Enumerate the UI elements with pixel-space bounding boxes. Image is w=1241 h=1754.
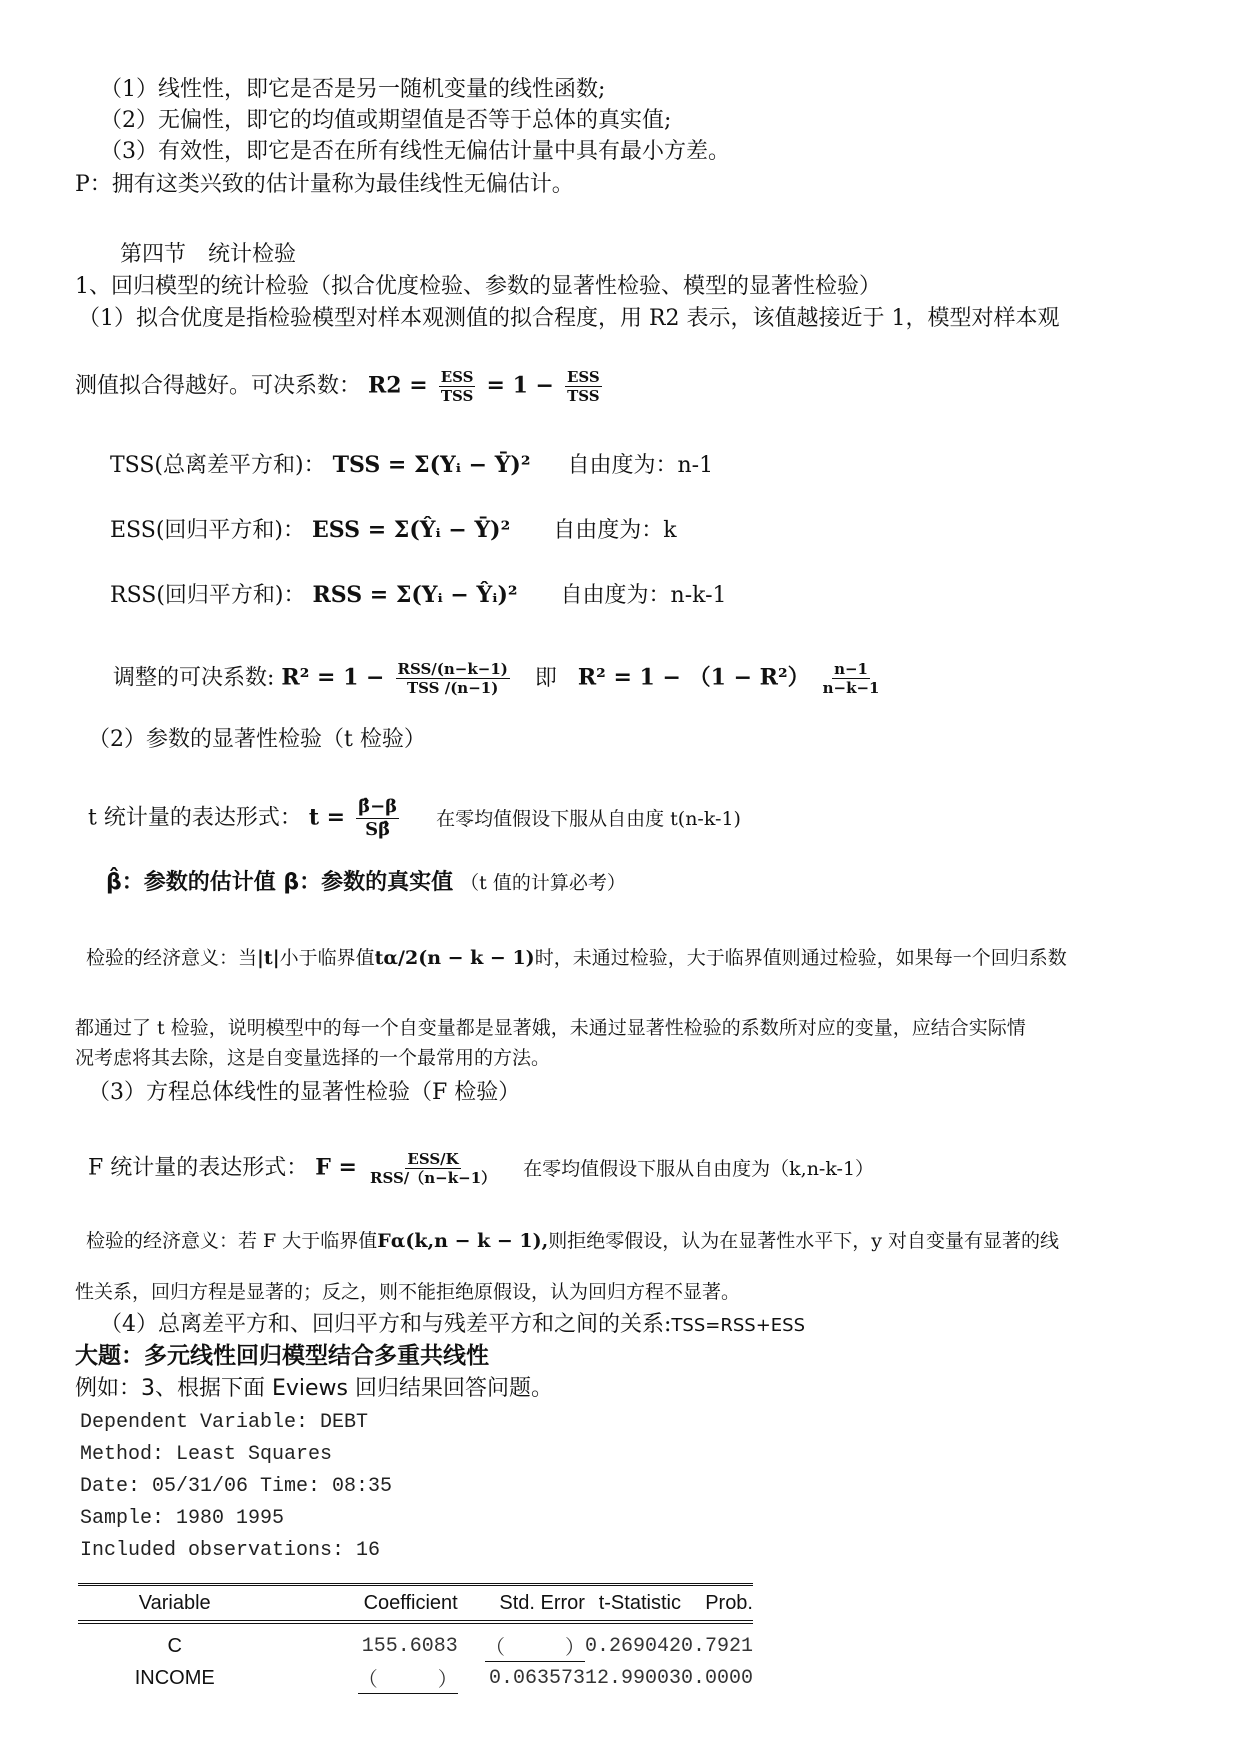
t-test-heading: （2）参数的显著性检验（t 检验） bbox=[88, 727, 426, 752]
adj-num: RSS/(n−k−1) bbox=[397, 660, 508, 678]
eviews-observations: Included observations: 16 bbox=[80, 1539, 381, 1562]
tss-label: TSS(总离差平方和)： bbox=[110, 453, 326, 478]
rss-line bbox=[110, 580, 727, 611]
eviews-date: Date: 05/31/06 Time: 08:35 bbox=[80, 1475, 393, 1498]
tss-formula: TSS = Σ(Yᵢ − Ȳ)² bbox=[332, 452, 531, 478]
eviews-sample: Sample: 1980 1995 bbox=[80, 1507, 285, 1530]
col-header-std-error: Std. Error bbox=[458, 1585, 585, 1623]
adj-den: TSS /(n−1) bbox=[407, 679, 499, 697]
t-econ-a1: 检验的经济意义：当 bbox=[86, 947, 258, 969]
f-fraction bbox=[368, 1150, 498, 1187]
f-test-heading: （3）方程总体线性的显著性检验（F 检验） bbox=[88, 1080, 521, 1105]
r2-lhs: R2 = bbox=[368, 372, 428, 399]
adj-lhs: R² = 1 − bbox=[281, 664, 385, 691]
f-econ-a3: 则拒绝零假设，认为在显著性水平下，y 对自变量有显著的线 bbox=[548, 1230, 1060, 1252]
t-econ-abs: |t| bbox=[257, 947, 280, 969]
f-econ-line-b: 性关系，回归方程是显著的；反之，则不能拒绝原假设，认为回归方程不显著。 bbox=[75, 1281, 741, 1303]
ess-label: ESS(回归平方和)： bbox=[110, 518, 305, 543]
adj-fraction bbox=[396, 660, 510, 697]
cell-prob: 0.7921 bbox=[680, 1634, 753, 1658]
adj-den2: n−k−1 bbox=[822, 679, 880, 697]
r2-frac2-num: ESS bbox=[566, 368, 600, 386]
col-header-variable: Variable bbox=[78, 1585, 271, 1623]
col-header-coefficient: Coefficient bbox=[271, 1585, 457, 1623]
ess-df: 自由度为：k bbox=[553, 518, 677, 543]
f-statistic-line bbox=[88, 1150, 874, 1187]
f-lhs: F = bbox=[315, 1154, 357, 1181]
cell-coefficient-blank: （ ） bbox=[358, 1663, 458, 1694]
t-econ-line-c: 况考虑将其去除，这是自变量选择的一个最常用的方法。 bbox=[75, 1047, 551, 1069]
example-line: 例如：3、根据下面 Eviews 回归结果回答问题。 bbox=[75, 1376, 554, 1401]
f-econ-line-a bbox=[86, 1226, 1059, 1256]
adj-fraction-2 bbox=[821, 660, 882, 697]
t-econ-a5: 时，未通过检验，大于临界值则通过检验，如果每一个回归系数 bbox=[534, 947, 1067, 969]
tss-line bbox=[110, 450, 713, 481]
t-num: β̂−β bbox=[358, 796, 398, 817]
cell-t-statistic: 0.269042 bbox=[584, 1634, 681, 1658]
cell-variable: INCOME bbox=[134, 1666, 215, 1689]
cell-std-error-blank: （ ） bbox=[485, 1631, 585, 1662]
tss-df: 自由度为：n-1 bbox=[567, 453, 714, 478]
list-item-3: （3）有效性，即它是否在所有线性无偏估计量中具有最小方差。 bbox=[100, 139, 730, 164]
cell-t-statistic: 12.99003 bbox=[584, 1666, 681, 1690]
f-critical: Fα(k,n − k − 1), bbox=[377, 1230, 549, 1252]
cell-prob: 0.0000 bbox=[680, 1666, 753, 1690]
beta-definition bbox=[106, 868, 626, 898]
t-econ-a3: 小于临界值 bbox=[279, 947, 375, 969]
cell-coefficient: 155.6083 bbox=[361, 1634, 458, 1658]
t-den: Sβ̂ bbox=[365, 819, 391, 840]
eviews-dependent: Dependent Variable: DEBT bbox=[80, 1411, 369, 1434]
fit-text: 测值拟合得越好。可决系数： bbox=[75, 373, 362, 399]
adj-num2: n−1 bbox=[834, 660, 868, 678]
section-heading: 第四节 统计检验 bbox=[120, 242, 297, 267]
adj-label: 调整的可决系数: bbox=[113, 665, 275, 691]
t-critical: tα/2(n − k − 1) bbox=[374, 947, 535, 969]
relation-eq: TSS=RSS+ESS bbox=[671, 1315, 806, 1336]
rss-df: 自由度为：n-k-1 bbox=[560, 583, 727, 608]
t-note: 在零均值假设下服从自由度 t(n-k-1) bbox=[436, 807, 741, 830]
fit-paragraph-a: （1）拟合优度是指检验模型对样本观测值的拟合程度，用 R2 表示，该值越接近于 1，模型对样本观 bbox=[78, 306, 1060, 331]
f-num: ESS/K bbox=[407, 1150, 459, 1168]
col-header-prob: Prob. bbox=[681, 1585, 753, 1623]
rss-label: RSS(回归平方和)： bbox=[110, 583, 306, 608]
blue-definition: P：拥有这类兴致的估计量称为最佳线性无偏估计。 bbox=[75, 172, 574, 197]
r2-fraction-2 bbox=[565, 368, 602, 405]
list-item-2: （2）无偏性，即它的均值或期望值是否等于总体的真实值; bbox=[100, 108, 672, 133]
adj-lhs2: R² = 1 − （1 − R²） bbox=[577, 664, 810, 691]
adjusted-r2-line bbox=[113, 660, 885, 697]
table-row bbox=[78, 1622, 753, 1662]
f-econ-a1: 检验的经济意义：若 F 大于临界值 bbox=[86, 1230, 378, 1252]
t-label: t 统计量的表达形式： bbox=[88, 805, 302, 831]
r2-fraction-1 bbox=[439, 368, 476, 405]
t-econ-line-b: 都通过了 t 检验，说明模型中的每一个自变量都是显著娥，未通过显著性检验的系数所对应的变量，应结合实际情 bbox=[75, 1017, 1026, 1039]
cell-variable: C bbox=[167, 1634, 182, 1657]
ess-line bbox=[110, 515, 677, 546]
adj-ji: 即 bbox=[534, 665, 557, 691]
fit-paragraph-b bbox=[75, 368, 606, 405]
beta-note: （t 值的计算必考） bbox=[460, 872, 626, 894]
r2-frac1-den: TSS bbox=[440, 387, 474, 405]
f-den: RSS/（n−k−1） bbox=[369, 1169, 497, 1187]
beta-def-text: β̂：参数的估计值 β：参数的真实值 bbox=[106, 870, 454, 895]
r2-eq2: = 1 − bbox=[486, 372, 554, 399]
list-item-1: （1）线性性，即它是否是另一随机变量的线性函数; bbox=[100, 77, 606, 102]
r2-frac2-den: TSS bbox=[567, 387, 600, 405]
eviews-method: Method: Least Squares bbox=[80, 1443, 333, 1466]
t-lhs: t = bbox=[308, 804, 346, 831]
regression-table bbox=[78, 1583, 753, 1694]
section-item-1: 1、回归模型的统计检验（拟合优度检验、参数的显著性检验、模型的显著性检验） bbox=[75, 274, 881, 299]
f-label: F 统计量的表达形式： bbox=[88, 1155, 309, 1181]
relation-line bbox=[100, 1310, 805, 1341]
rss-formula: RSS = Σ(Yᵢ − Ŷᵢ)² bbox=[312, 582, 518, 608]
table-header-row bbox=[78, 1585, 753, 1623]
t-fraction bbox=[356, 796, 399, 841]
f-note: 在零均值假设下服从自由度为（k,n-k-1） bbox=[523, 1157, 875, 1180]
t-statistic-line bbox=[88, 796, 741, 841]
cell-std-error: 0.063573 bbox=[488, 1666, 585, 1690]
r2-frac1-num: ESS bbox=[440, 368, 474, 386]
big-question-title: 大题：多元线性回归模型结合多重共线性 bbox=[75, 1343, 489, 1369]
t-econ-line-a bbox=[86, 943, 1067, 973]
relation-text: （4）总离差平方和、回归平方和与残差平方和之间的关系: bbox=[100, 1312, 672, 1337]
col-header-t-statistic: t-Statistic bbox=[585, 1585, 681, 1623]
ess-formula: ESS = Σ(Ŷᵢ − Ȳ)² bbox=[311, 517, 511, 543]
table-row bbox=[78, 1662, 753, 1694]
